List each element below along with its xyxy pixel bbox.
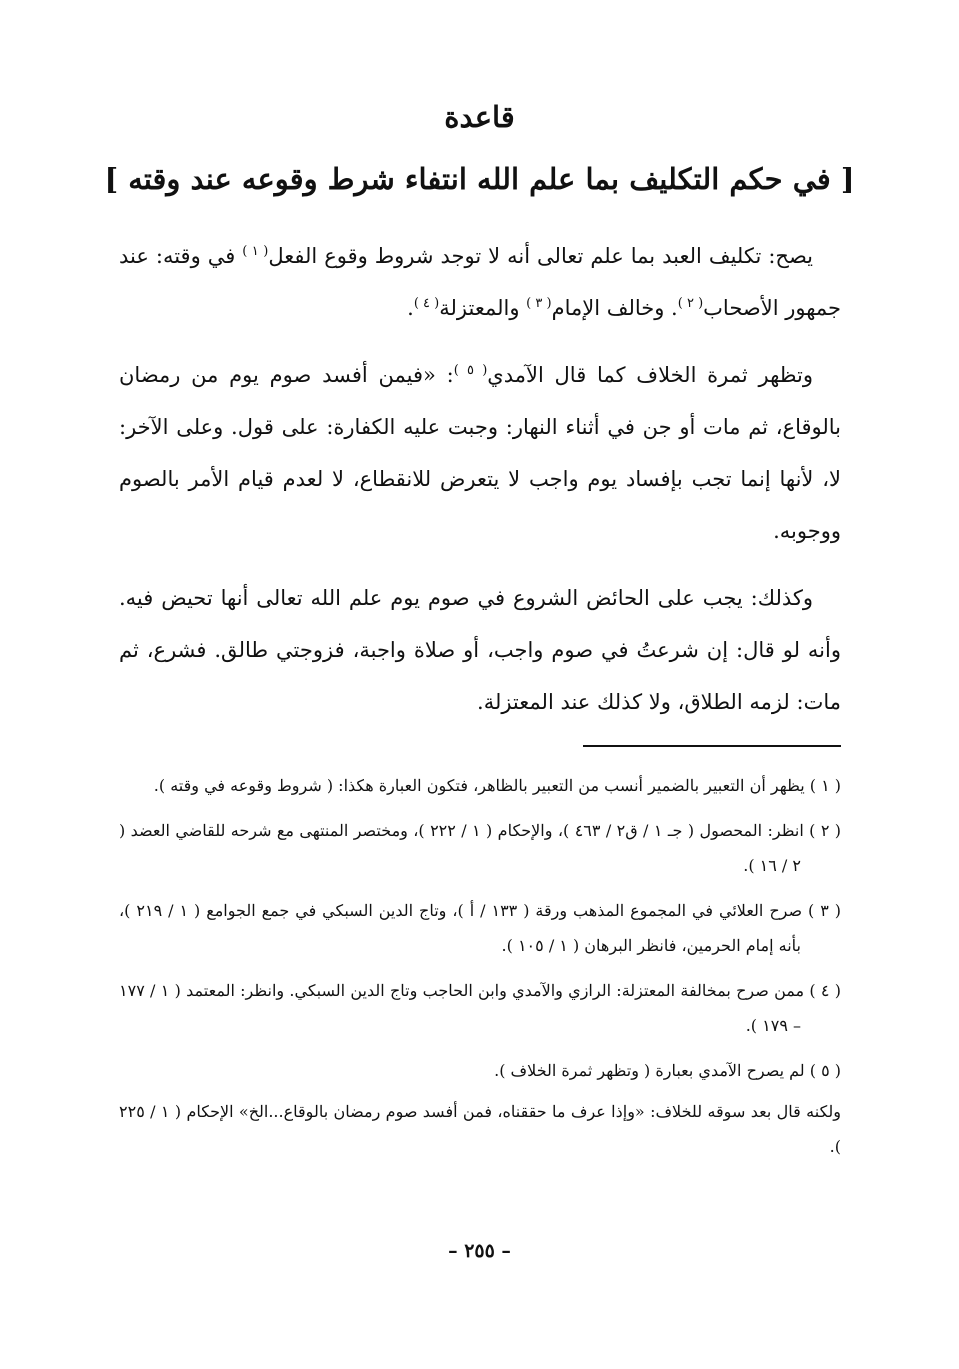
paragraph-2-part-2: : «فيمن أفسد صوم يوم من رمضان بالوقاع، ثم مات أو جن في أثناء النهار: وجبت عليه الكفارة: على قول. وعلى الآخر: لا، لأنها إنما تجب بإفساد يوم واجب لا يتعرض للانقطاع، لا لعدم قيام الأمر بالصوم ووجوبه. [119,363,841,543]
main-text [119,230,841,743]
page-number: – ٢٥٥ – [448,1240,511,1262]
paragraph-1-part-5: . [407,296,414,320]
paragraph-1-part-4: والمعتزلة [439,296,527,320]
footnotes [119,768,841,1164]
paragraph-1 [119,230,841,334]
footnote-text: انظر: المحصول ( جـ ١ / ق٢ / ٤٦٣ )، والإحكام ( ١ / ٢٢٢ )، ومختصر المنتهى مع شرحه للقاضي العضد ( ٢ / ١٦ ). [119,821,804,875]
rule-title: قاعدة [444,100,515,134]
footnote-marker: ( ١ ) [809,776,841,795]
footnote-2 [119,813,841,883]
footnote-ref-4: ( ٤ ) [413,296,440,311]
footnote-ref-5: ( ٥ ) [453,363,488,378]
footnote-text: ممن صرح بمخالفة المعتزلة: الرازي والآمدي وابن الحاجب وتاج الدين السبكي. وانظر: المعتمد ( ١ / ١٧٧ – ١٧٩ ). [119,981,805,1035]
footnote-5-continuation: ولكنه قال بعد سوقه للخلاف: «وإذا عرف ما حققناه، فمن أفسد صوم رمضان بالوقاع...الخ» الإحكام ( ١ / ٢٢٥ ). [119,1102,842,1156]
paragraph-1-part-1: يصح: تكليف العبد بما علم تعالى أنه لا توجد شروط وقوع الفعل [268,244,814,268]
footnote-text: لم يصرح الآمدي بعبارة ( وتظهر ثمرة الخلاف ). [494,1061,805,1080]
footnote-text: صرح العلائي في المجموع المذهب ورقة ( ١٣٣ / أ )، وتاج الدين السبكي في جمع الجوامع ( ١ / ٢١٩ )، بأنه إمام الحرمين، فانظر البرهان ( ١ / ١٠٥ ). [119,901,803,955]
footnote-ref-1: ( ١ ) [242,244,269,259]
rule-subtitle: [ في حكم التكليف بما علم الله انتفاء شرط وقوعه عند وقته ] [104,162,855,196]
paragraph-2-part-1: وتظهر ثمرة الخلاف كما قال الآمدي [487,363,813,387]
footnote-marker: ( ٤ ) [809,981,842,1000]
paragraph-3: وكذلك: يجب على الحائض الشروع في صوم يوم علم الله تعالى أنها تحيض فيه. وأنه لو قال: إن شرعتُ في صوم واجب، أو صلاة واجبة، فزوجتي طالق. فشرع، ثم مات: لزمه الطلاق، ولا كذلك عند المعتزلة. [119,586,841,714]
footnote-ref-2: ( ٢ ) [677,296,704,311]
footnote-4 [119,973,841,1043]
footnote-1 [119,768,841,803]
paragraph-1-part-3: . وخالف الإمام [551,296,678,320]
paragraph-1-part-2: في وقته: عند جمهور الأصحاب [119,244,841,320]
footnote-ref-3: ( ٣ ) [526,296,552,311]
footnote-5 [119,1053,841,1088]
footnote-marker: ( ٥ ) [809,1061,841,1080]
paragraph-2 [119,349,841,557]
footnote-text: يظهر أن التعبير بالضمير أنسب من التعبير بالظاهر، فتكون العبارة هكذا: ( شروط وقوعه في وقته ). [153,776,805,795]
footnote-3 [119,893,841,963]
footnote-marker: ( ٢ ) [809,821,842,840]
footnote-divider [583,745,841,747]
footnote-marker: ( ٣ ) [808,901,842,920]
